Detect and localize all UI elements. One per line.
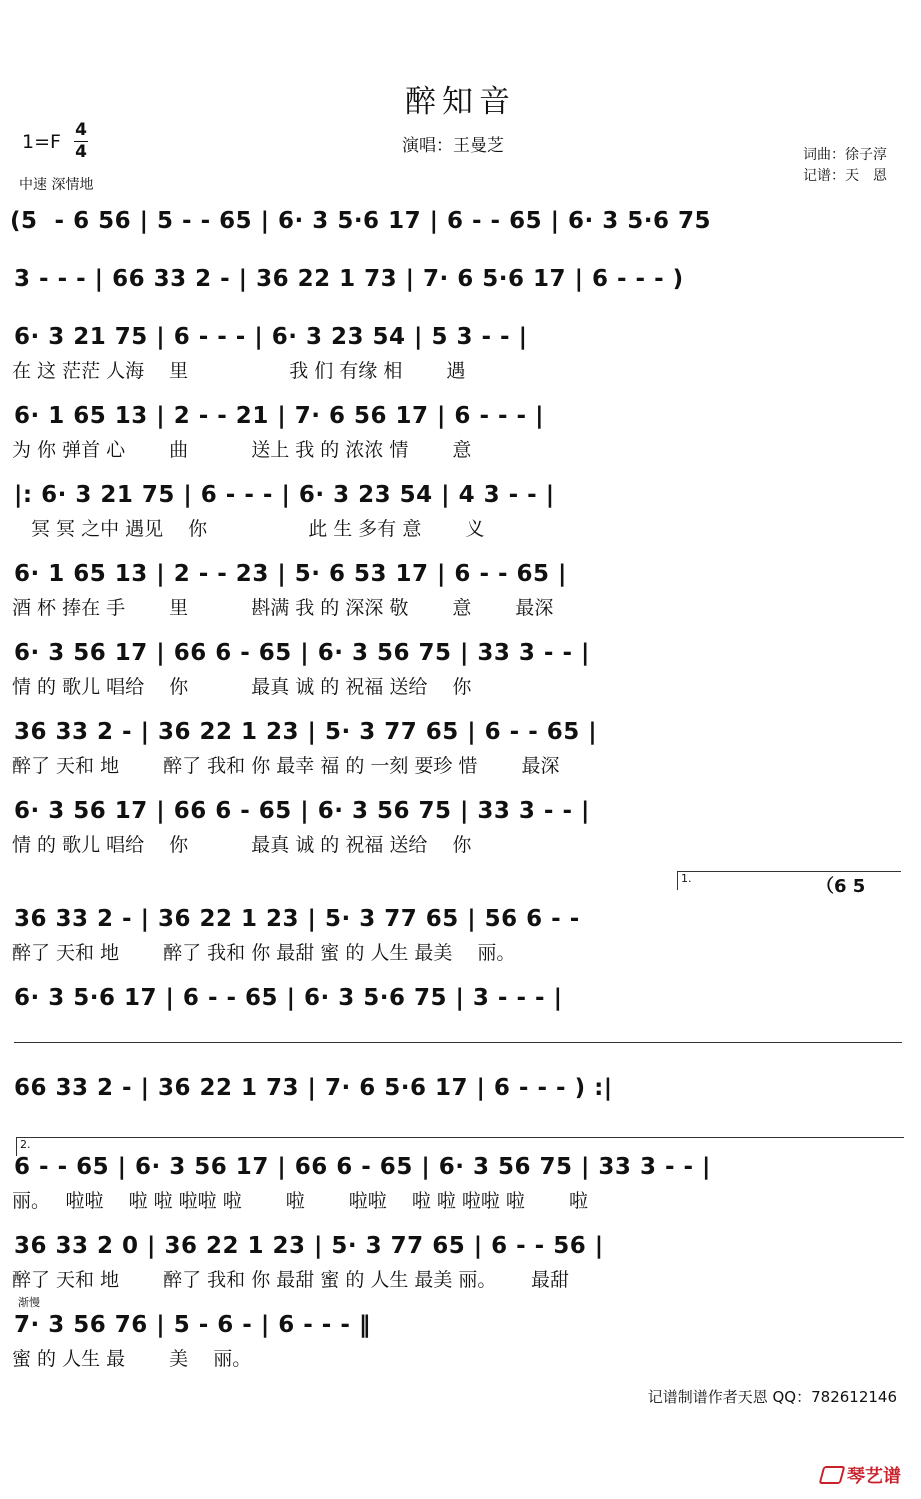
system-divider <box>14 1042 902 1043</box>
lyrics-line: 醉了 天和 地 醉了 我和 你 最甜 蜜 的 人生 最美 丽。 <box>12 942 516 964</box>
time-signature <box>74 121 88 162</box>
lyrics-line: 冥 冥 之中 遇见 你 此 生 多有 意 义 <box>12 518 485 540</box>
notation-line: (5 - 6 56 | 5 - - 65 | 6· 3 5·6 17 | 6 - - 65 | 6· 3 5·6 75 <box>10 208 712 234</box>
logo-text: 琴艺谱 <box>847 1466 901 1487</box>
score-row-11 <box>0 985 921 1025</box>
volta-1-pickup: （6 5 <box>816 876 866 897</box>
tempo-marking: 中速 深情地 <box>19 177 94 193</box>
score-row-2 <box>0 266 921 306</box>
notation-line: 7· 3 56 76 | 5 - 6 - | 6 - - - ‖ <box>14 1312 371 1338</box>
notation-line: 36 33 2 - | 36 22 1 23 | 5· 3 77 65 | 56 6 - - <box>14 906 589 932</box>
notation-line: 6· 3 56 17 | 66 6 - 65 | 6· 3 56 75 | 33 3 - - | <box>14 798 590 824</box>
transcriber-contact: 记谱制谱作者天恩 QQ：782612146 <box>647 1388 897 1406</box>
notation-line: 6· 3 21 75 | 6 - - - | 6· 3 23 54 | 5 3 - - | <box>14 324 528 350</box>
notation-line: 6 - - 65 | 6· 3 56 17 | 66 6 - 65 | 6· 3 56 75 | 33 3 - - | <box>14 1154 711 1180</box>
notation-line: 3 - - - | 66 33 2 - | 36 22 1 73 | 7· 6 5·6 17 | 6 - - - ) <box>14 266 684 292</box>
notation-line: 36 33 2 0 | 36 22 1 23 | 5· 3 77 65 | 6 - - 56 | <box>14 1233 604 1259</box>
time-sig-top: 4 <box>75 120 87 140</box>
lyrics-line: 丽。 啦啦 啦 啦 啦啦 啦 啦 啦啦 啦 啦 啦啦 啦 啦 <box>12 1190 588 1212</box>
key-signature: 1=F <box>22 131 61 153</box>
notation-line: 6· 1 65 13 | 2 - - 21 | 7· 6 56 17 | 6 - - - | <box>14 403 544 429</box>
notation-line: 36 33 2 - | 36 22 1 23 | 5· 3 77 65 | 6 - - 65 | <box>14 719 598 745</box>
lyrics-line: 醉了 天和 地 醉了 我和 你 最幸 福 的 一刻 要珍 惜 最深 <box>12 755 560 777</box>
singer: 演唱：王曼芝 <box>402 136 504 156</box>
lyrics-line: 情 的 歌儿 唱给 你 最真 诚 的 祝福 送给 你 <box>12 834 472 856</box>
lyrics-line: 醉了 天和 地 醉了 我和 你 最甜 蜜 的 人生 最美 丽。 最甜 <box>12 1269 569 1291</box>
lyrics-line: 为 你 弹首 心 曲 送上 我 的 浓浓 情 意 <box>12 439 472 461</box>
lyrics-line: 酒 杯 捧在 手 里 斟满 我 的 深深 敬 意 最深 <box>12 597 554 619</box>
score-row-12 <box>0 1075 921 1115</box>
notation-line: 6· 3 5·6 17 | 6 - - 65 | 6· 3 5·6 75 | 3 - - - | <box>14 985 563 1011</box>
lyricist-composer: 词曲：徐子淳 <box>803 147 887 163</box>
volta-1-label: 1. <box>681 872 692 885</box>
volta-1-bracket <box>677 871 901 890</box>
lyrics-line: 蜜 的 人生 最 美 丽。 <box>12 1348 252 1370</box>
notation-line: 6· 3 56 17 | 66 6 - 65 | 6· 3 56 75 | 33 3 - - | <box>14 640 590 666</box>
time-sig-bottom: 4 <box>75 142 87 162</box>
logo-icon <box>819 1466 846 1484</box>
score-title: 醉知音 <box>405 84 516 120</box>
ritardando-marking: 渐慢 <box>18 1296 40 1309</box>
transcriber: 记谱：天 恩 <box>803 168 887 184</box>
site-logo <box>821 1462 901 1488</box>
volta-2-label: 2. <box>20 1138 31 1151</box>
lyrics-line: 情 的 歌儿 唱给 你 最真 诚 的 祝福 送给 你 <box>12 676 472 698</box>
notation-line: 66 33 2 - | 36 22 1 73 | 7· 6 5·6 17 | 6 - - - ) :| <box>14 1075 613 1101</box>
score-row-1 <box>0 208 921 248</box>
lyrics-line: 在 这 茫茫 人海 里 我 们 有缘 相 遇 <box>12 360 466 382</box>
notation-line: 6· 1 65 13 | 2 - - 23 | 5· 6 53 17 | 6 - - 65 | <box>14 561 567 587</box>
notation-line: |: 6· 3 21 75 | 6 - - - | 6· 3 23 54 | 4 3 - - | <box>14 482 555 508</box>
